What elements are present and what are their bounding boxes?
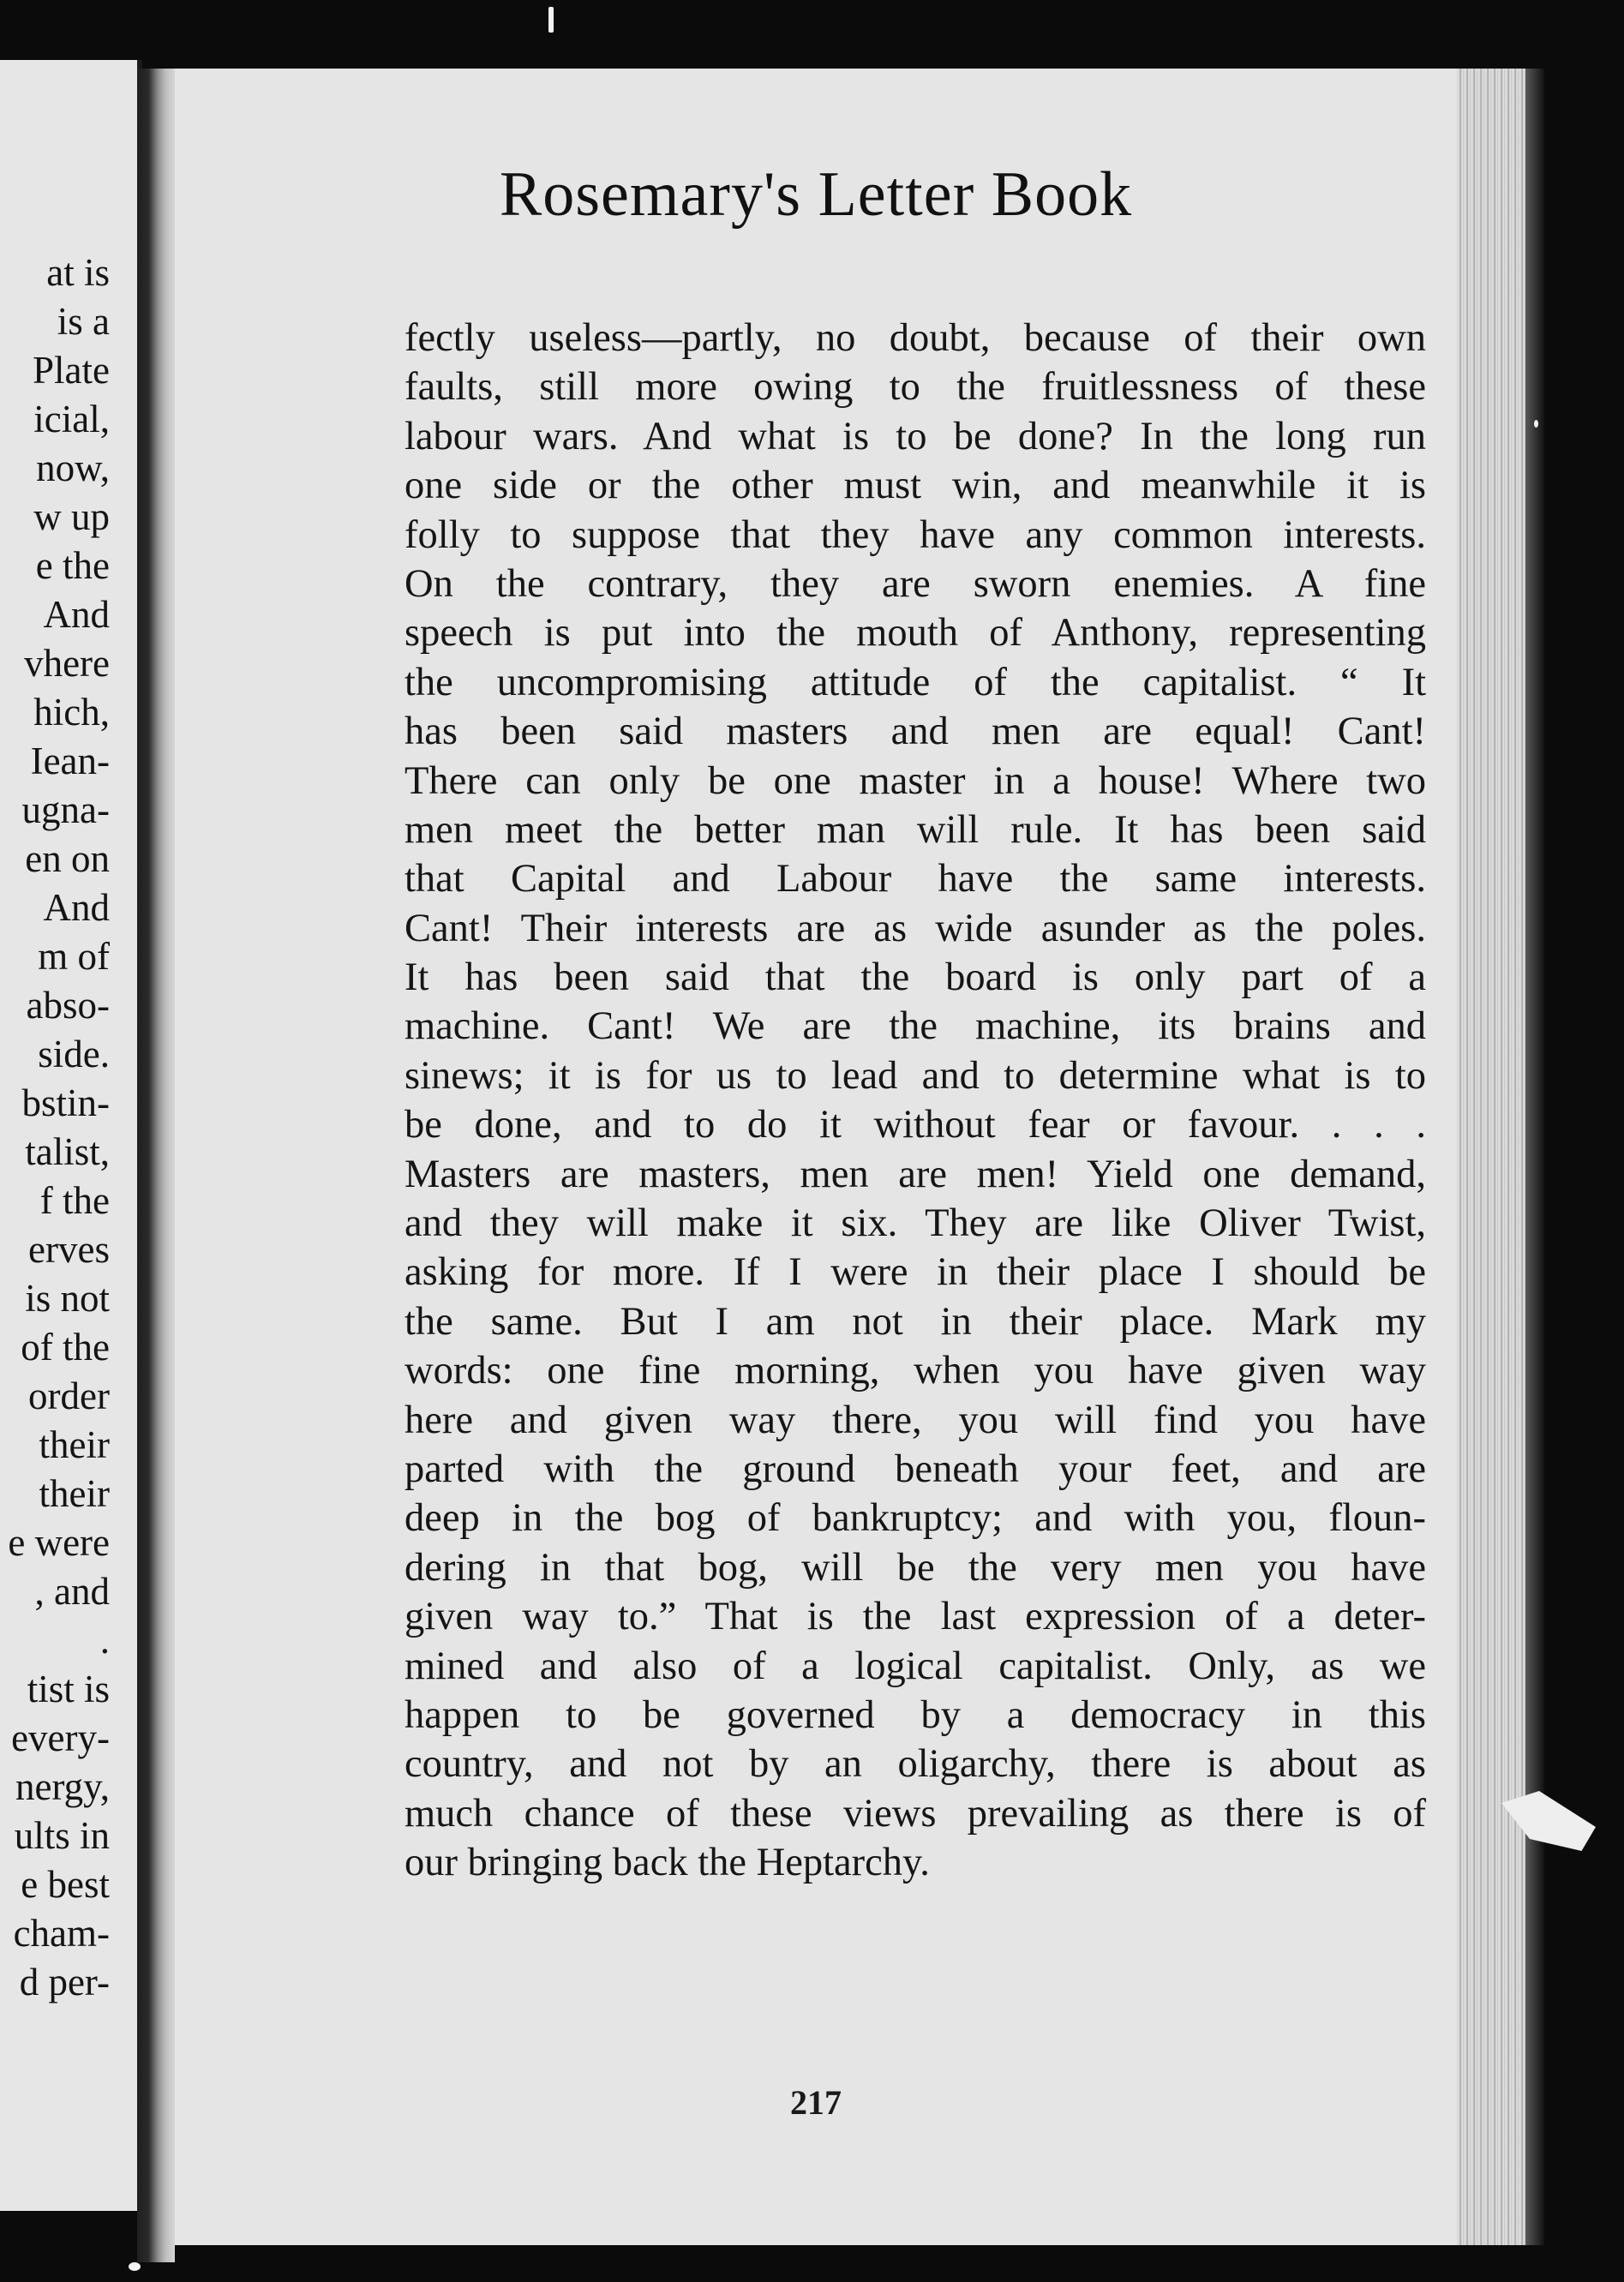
left-page-line: abso- bbox=[26, 984, 110, 1027]
text-line: folly to suppose that they have any common interests. bbox=[405, 512, 1426, 557]
text-line: men meet the better man will rule. It has been said bbox=[405, 807, 1426, 852]
left-page-line: Iean- bbox=[30, 740, 110, 782]
left-page-line: cham- bbox=[13, 1912, 110, 1955]
book-gutter bbox=[137, 69, 175, 2262]
scan-artifact bbox=[129, 2262, 141, 2271]
text-line: has been said masters and men are equal! Cant! bbox=[405, 710, 1426, 754]
left-page-line: icial, bbox=[33, 398, 110, 440]
left-page-line: And bbox=[43, 886, 110, 929]
text-line: one side or the other must win, and meanwhile it is bbox=[405, 464, 1426, 508]
scan-artifact bbox=[548, 7, 554, 33]
left-page-line: e were bbox=[8, 1521, 110, 1564]
text-line: much chance of these views prevailing as there is of bbox=[405, 1791, 1426, 1836]
left-page-line: their bbox=[39, 1423, 110, 1466]
text-line: mined and also of a logical capitalist. Only, as we bbox=[405, 1644, 1426, 1688]
text-line: our bringing back the Heptarchy. bbox=[405, 1841, 930, 1885]
scan-artifact bbox=[1534, 420, 1538, 428]
text-line: fectly useless—partly, no doubt, because of their own bbox=[405, 316, 1426, 360]
left-page-line: talist, bbox=[25, 1130, 110, 1173]
left-page-line: e best bbox=[21, 1863, 110, 1906]
text-line: country, and not by an oligarchy, there is about as bbox=[405, 1742, 1426, 1787]
text-line: It has been said that the board is only part of a bbox=[405, 955, 1426, 1000]
text-line: machine. Cant! We are the machine, its brains and bbox=[405, 1004, 1426, 1049]
book-page bbox=[175, 69, 1457, 2245]
left-page-line: every- bbox=[11, 1716, 110, 1759]
page-edge-shadow bbox=[1525, 69, 1544, 2245]
left-page-line: erves bbox=[28, 1228, 110, 1271]
text-line: faults, still more owing to the fruitlessness of these bbox=[405, 365, 1426, 410]
left-page-line: d per- bbox=[19, 1961, 110, 2003]
left-page-line: w up bbox=[33, 495, 110, 538]
text-line: labour wars. And what is to be done? In the long run bbox=[405, 414, 1426, 458]
text-line: parted with the ground beneath your feet, and are bbox=[405, 1446, 1426, 1491]
text-line: On the contrary, they are sworn enemies. A fine bbox=[405, 561, 1426, 606]
text-line: words: one fine morning, when you have given way bbox=[405, 1349, 1426, 1393]
left-page-line: Plate bbox=[33, 349, 110, 392]
text-line: that Capital and Labour have the same interests. bbox=[405, 857, 1426, 901]
left-page-line: bstin- bbox=[21, 1081, 110, 1124]
left-page-line: tist is bbox=[27, 1668, 110, 1710]
text-line: deep in the bog of bankruptcy; and with you, floun- bbox=[405, 1496, 1426, 1541]
left-page-line: hich, bbox=[33, 691, 110, 734]
left-page-line: . bbox=[99, 1619, 110, 1662]
left-page-line: m of bbox=[38, 935, 110, 978]
left-page-line: vhere bbox=[24, 642, 110, 685]
left-page-line: is not bbox=[25, 1277, 110, 1320]
left-page-line: side. bbox=[38, 1033, 110, 1075]
text-line: sinews; it is for us to lead and to determine what is to bbox=[405, 1053, 1426, 1098]
text-line: happen to be governed by a democracy in this bbox=[405, 1692, 1426, 1737]
left-page-line: ults in bbox=[14, 1814, 110, 1857]
running-head: Rosemary's Letter Book bbox=[499, 159, 1133, 230]
page-edge-stack bbox=[1457, 69, 1525, 2245]
text-line: the uncompromising attitude of the capitalist. “ It bbox=[405, 660, 1426, 704]
page-number: 217 bbox=[790, 2083, 842, 2122]
left-page-line: now, bbox=[36, 446, 110, 489]
left-page-line: f the bbox=[39, 1179, 110, 1222]
text-line: speech is put into the mouth of Anthony, representing bbox=[405, 611, 1426, 656]
left-page-line: , and bbox=[34, 1570, 110, 1613]
text-line: asking for more. If I were in their place I should be bbox=[405, 1250, 1426, 1295]
left-page-line: their bbox=[39, 1472, 110, 1515]
left-page-line: en on bbox=[25, 837, 110, 880]
text-line: here and given way there, you will find you have bbox=[405, 1398, 1426, 1442]
text-line: dering in that bog, will be the very men you have bbox=[405, 1545, 1426, 1590]
left-page-line: nergy, bbox=[15, 1765, 110, 1808]
left-page-line: e the bbox=[35, 544, 110, 587]
left-page-line: And bbox=[43, 593, 110, 636]
left-page-line: order bbox=[28, 1375, 110, 1417]
text-line: the same. But I am not in their place. Mark my bbox=[405, 1299, 1426, 1344]
text-line: and they will make it six. They are like Oliver Twist, bbox=[405, 1201, 1426, 1246]
previous-page-fragment bbox=[0, 60, 142, 2211]
text-line: be done, and to do it without fear or favour. . . . bbox=[405, 1103, 1426, 1147]
left-page-line: ugna- bbox=[21, 788, 110, 831]
left-page-line: at is bbox=[46, 251, 110, 294]
text-line: Cant! Their interests are as wide asunder as the poles. bbox=[405, 906, 1426, 950]
text-line: There can only be one master in a house! Where two bbox=[405, 758, 1426, 803]
left-page-line: is a bbox=[57, 300, 110, 343]
text-line: given way to.” That is the last expression of a deter- bbox=[405, 1595, 1426, 1639]
page-body-text bbox=[405, 314, 1426, 1888]
left-page-line: of the bbox=[21, 1326, 110, 1369]
text-line: Masters are masters, men are men! Yield one demand, bbox=[405, 1152, 1426, 1196]
